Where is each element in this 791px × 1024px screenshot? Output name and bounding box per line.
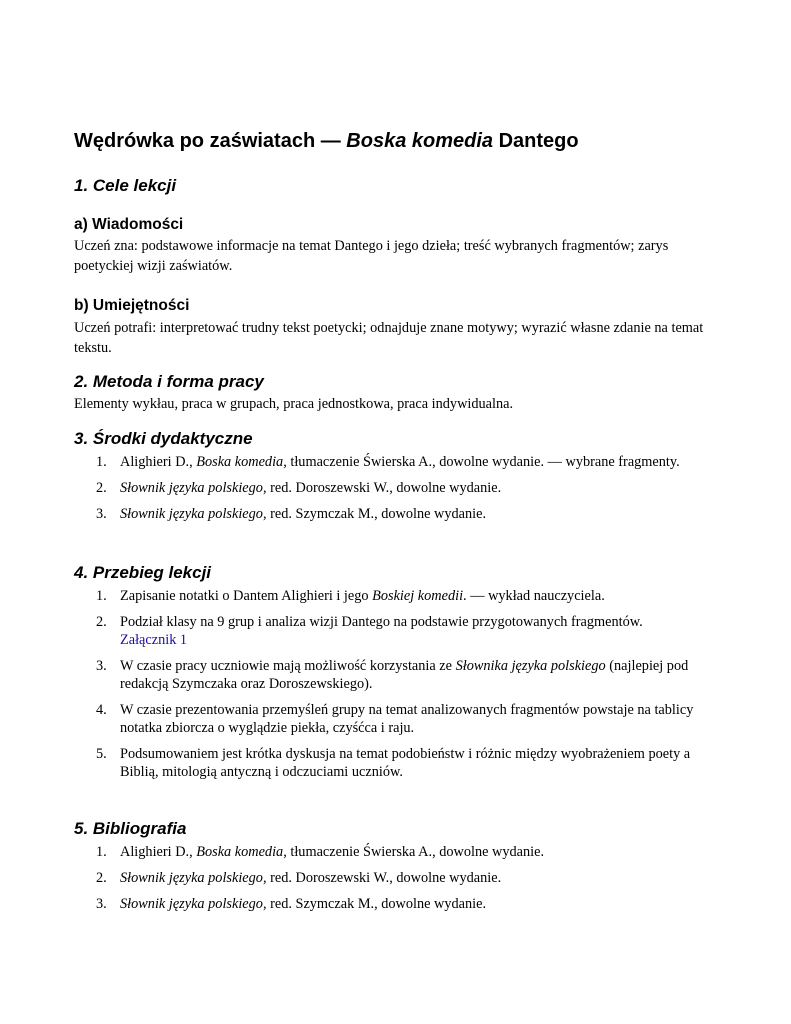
title-text: Wędrówka po zaświatach — <box>74 130 347 152</box>
knowledge-text: Uczeń zna: podstawowe informacje na temat Dantego i jego dzieła; treść wybranych fragmentów; zarys poetyckiej wizji zaświatów. <box>74 238 669 274</box>
section-heading-bibliography: 5. Bibliografia <box>74 819 187 838</box>
section-heading-resources: 3. Środki dydaktyczne <box>74 429 253 448</box>
list-item: 5. Podsumowaniem jest krótka dyskusja na temat podobieństw i różnic między wyobrażeniem poety a Biblią, mitologią antyczną i odczuciami uczniów. <box>96 746 691 780</box>
list-item: 1. Alighieri D., Boska komedia, tłumaczenie Świerska A., dowolne wydanie. — wybrane fragmenty. <box>96 454 680 470</box>
list-item: 4. W czasie prezentowania przemyśleń grupy na temat analizowanych fragmentów powstaje na tablicy notatka zbiorcza o wyglądzie piekła, czyśćca i raju. <box>96 702 694 736</box>
subheading-knowledge: a) Wiadomości <box>74 216 184 233</box>
list-item: 1. Zapisanie notatki o Dantem Alighieri i jego Boskiej komedii. — wykład nauczyciela. <box>96 588 605 604</box>
method-text: Elementy wykłau, praca w grupach, praca jednostkowa, praca indywidualna. <box>74 396 514 412</box>
list-item: 2. Słownik języka polskiego, red. Doroszewski W., dowolne wydanie. <box>96 480 502 496</box>
title-italic: Boska komedia <box>346 130 494 152</box>
bibliography-list <box>74 843 724 921</box>
section-heading-lesson-flow: 4. Przebieg lekcji <box>74 563 212 582</box>
lesson-flow-list <box>74 587 724 789</box>
list-item: 2. Słownik języka polskiego, red. Doroszewski W., dowolne wydanie. <box>96 870 502 886</box>
list-item: 3. Słownik języka polskiego, red. Szymczak M., dowolne wydanie. <box>96 896 487 912</box>
page-title <box>74 130 579 153</box>
list-item: 3. W czasie pracy uczniowie mają możliwość korzystania ze Słownika języka polskiego (najlepiej pod redakcją Szymczaka oraz Doroszewskiego). <box>96 658 689 692</box>
section-heading-method: 2. Metoda i forma pracy <box>74 372 264 391</box>
list-item: 2. Podział klasy na 9 grup i analiza wizji Dantego na podstawie przygotowanych fragmentów. Załącznik 1 <box>96 614 643 648</box>
resources-list <box>74 453 724 531</box>
title-suffix: Dantego <box>493 130 579 152</box>
subheading-skills: b) Umiejętności <box>74 297 190 314</box>
section-heading-goals: 1. Cele lekcji <box>74 176 177 195</box>
list-item: 1. Alighieri D., Boska komedia, tłumaczenie Świerska A., dowolne wydanie. <box>96 844 545 860</box>
attachment-link[interactable]: Załącznik 1 <box>120 632 188 648</box>
list-item: 3. Słownik języka polskiego, red. Szymczak M., dowolne wydanie. <box>96 506 487 522</box>
skills-text: Uczeń potrafi: interpretować trudny tekst poetycki; odnajduje znane motywy; wyrazić własne zdanie na temat tekstu. <box>74 320 704 356</box>
